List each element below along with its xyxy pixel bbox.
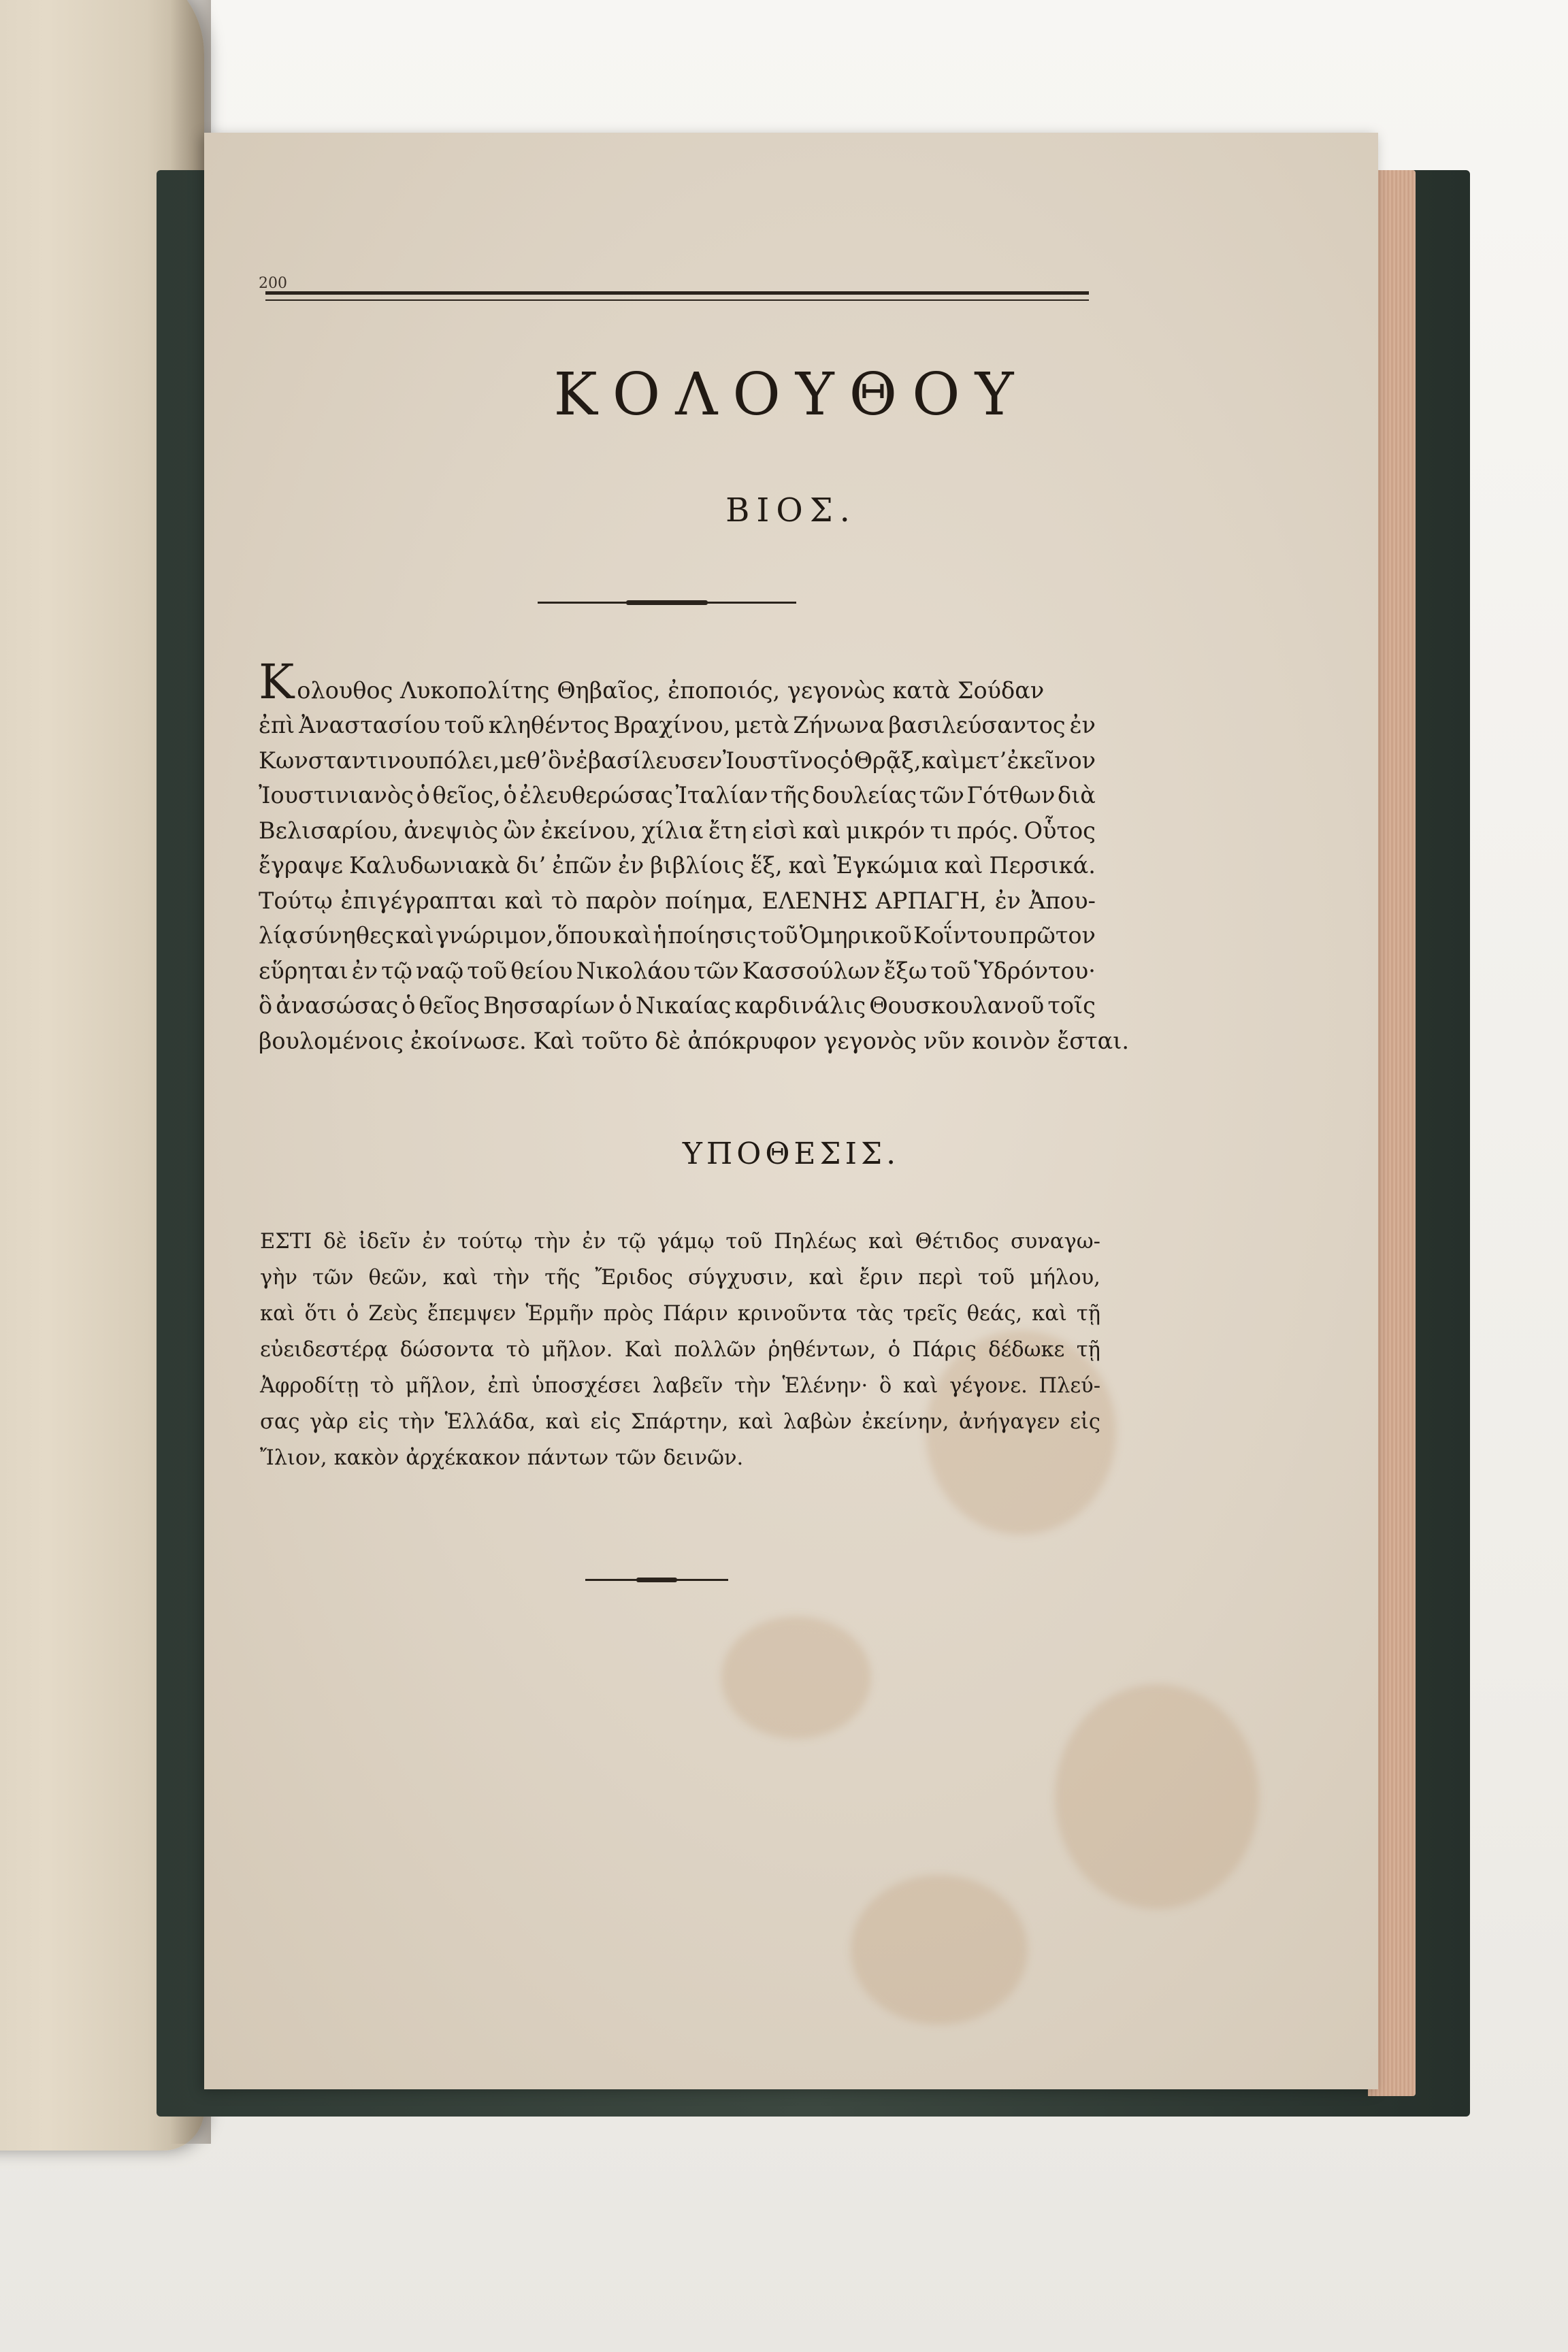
word: τῶν [919,782,964,808]
word: Κασσούλων [742,957,881,984]
word: μῆλον. [542,1338,613,1362]
word: ἔτη [708,817,747,844]
word: κοινὸν [972,1027,1051,1054]
word: ποίησις [668,922,757,949]
word: ΑΡΠΑΓΗ, [875,887,987,914]
word: κληθέντος [488,712,610,738]
word: ἐπιγέγραπται [340,887,497,914]
word: δι’ [516,852,546,879]
word: τῷ [381,957,412,984]
foxing-spot [721,1616,871,1739]
word: ἐν [994,887,1022,914]
word: τὴν [493,1266,530,1290]
word: γὰρ [309,1410,348,1434]
word: ὁ [887,1338,901,1362]
bio-first-line-text [259,653,1045,710]
word: Πάρις [912,1338,977,1362]
closing-rule-center [636,1578,677,1582]
word: Πάριν [663,1302,728,1326]
word: καὶ [808,1266,845,1290]
word: συναγω- [1010,1230,1100,1254]
bio-line [259,988,1096,1024]
word: Βησσαρίων [483,992,615,1019]
word: Πλεύ- [1039,1374,1100,1398]
word: τῶν [312,1266,354,1290]
word: εἰς [590,1410,621,1434]
word: ἀρχέκακον [406,1446,521,1470]
bio-paragraph [259,653,1130,1058]
word: ἰδεῖν [358,1230,411,1254]
word: τῶν [615,1446,657,1470]
word: δὲ [655,1027,681,1054]
word: χίλια [642,817,704,844]
section-heading: ΥΠΟΘΕΣΙΣ. [682,1137,900,1171]
word: τὸ [551,887,578,914]
page-title: ΚΟΛΟΥΘΟΥ [553,361,1029,429]
word: καὶ [504,887,544,914]
word: ῥηθέντων, [768,1338,877,1362]
word: τοῦ [757,922,798,949]
word: θεῖος, [432,782,501,808]
running-header: 200 [259,275,287,292]
word: ἐκεῖνον [1007,747,1096,774]
word: ἀνεψιὸς [404,817,498,844]
word: θεῶν, [368,1266,428,1290]
word: ΕΛΕΝΗΣ [762,887,868,914]
word: σας [260,1410,300,1434]
hypothesis-line [260,1260,1100,1296]
word: Θουσκουλανοῦ [869,992,1045,1019]
word: τὸ [506,1338,530,1362]
word: καὶ [612,922,652,949]
word: μήλου, [1029,1266,1100,1290]
hypothesis-line [260,1224,1100,1260]
word: πρῶτον [1008,922,1096,949]
word: Πηλέως [774,1230,858,1254]
word: Ἀπου- [1028,887,1096,914]
word: ὃ [259,992,273,1019]
word: περὶ [918,1266,963,1290]
word: Κοΐντου [913,922,1007,949]
word: ὁ [840,747,854,774]
bio-line [259,1024,1130,1059]
word: μεθ’ [500,747,548,774]
word: ὁ [503,782,517,808]
word: ὁ [416,782,430,808]
word: Γότθων [966,782,1056,808]
word: διὰ [1058,782,1096,808]
word: Ἑλλάδα, [444,1410,536,1434]
word: καὶ [545,1410,581,1434]
word: ὃ [879,1374,892,1398]
bio-line [259,708,1096,743]
word: Ἀφροδίτῃ [260,1374,359,1398]
word: ποίημα, [665,887,754,914]
word: ἐπὶ [487,1374,521,1398]
word: τὸ [370,1374,395,1398]
word: βιβλίοις [650,852,745,879]
word: τῇ [1076,1302,1100,1326]
word: ὅτι [304,1302,337,1326]
word: ὁ [346,1302,359,1326]
word: παρὸν [585,887,657,914]
word: μικρόν [846,817,926,844]
word: Ἴλιον, [260,1446,327,1470]
hypothesis-line [260,1332,1100,1368]
word: ὢν [503,817,536,844]
word: ὃν [547,747,576,774]
word: Ἐγκώμια [833,852,938,879]
word: σύνηθες [299,922,395,949]
word: τῆς [544,1266,581,1290]
drop-cap: Κ [259,653,295,710]
word: ἐπῶν [552,852,612,879]
word: ἕξ, [750,852,783,879]
word: μετ’ [960,747,1007,774]
word: σύγχυσιν, [687,1266,794,1290]
bio-line [259,883,1096,919]
word: Ὑδρόντου· [974,957,1096,984]
word: δουλείας [812,782,917,808]
word: καὶ [395,922,434,949]
word: τρεῖς [902,1302,958,1326]
word: ἐκείνην, [862,1410,949,1434]
word: κακὸν [333,1446,399,1470]
word: Ἑρμῆν [525,1302,594,1326]
word: τῷ [617,1230,646,1254]
word: λίᾳ [259,922,297,949]
word: Ζήνωνα [793,712,885,738]
word: Ζεὺς [368,1302,418,1326]
bio-line [259,653,1096,708]
word: γάμῳ [657,1230,715,1254]
word: Ἰουστινιανὸς [259,782,414,808]
hypothesis-paragraph [260,1224,1100,1476]
word: ἀνασώσας [276,992,399,1019]
word: ΕΣΤΙ [260,1230,312,1254]
word: λαβεῖν [652,1374,723,1398]
header-rule-thick [265,291,1089,295]
word: τοῦ [977,1266,1015,1290]
word: βουλομένοις [259,1027,404,1054]
word: τὴν [534,1230,571,1254]
word: Σπάρτην, [630,1410,729,1434]
word: ἔξω [883,957,928,984]
word: μετὰ [734,712,789,738]
word: καὶ [788,852,828,879]
word: βασιλεύσαντος [888,712,1066,738]
word: Νικαίας [635,992,732,1019]
word: ναῷ [415,957,464,984]
word: Θρᾷξ, [853,747,921,774]
word: γέγονε. [949,1374,1028,1398]
word: πρός. [956,817,1019,844]
word: καὶ [260,1302,295,1326]
foxing-spot [851,1875,1028,2025]
word: τοῦ [467,957,508,984]
word: τῶν [693,957,739,984]
ornament-rule-center [626,600,708,605]
page-subtitle: ΒΙΟΣ. [725,491,857,529]
word: καρδινάλις [734,992,866,1019]
word: ἀπόκρυφον [687,1027,817,1054]
word: πολλῶν [674,1338,756,1362]
word: Περσικά. [989,852,1096,879]
word: ἀνήγαγεν [958,1410,1060,1434]
word: δεινῶν. [663,1446,744,1470]
word: γὴν [260,1266,298,1290]
word: πάντων [527,1446,609,1470]
hypothesis-line [260,1368,1100,1404]
word: Ἰταλίαν [675,782,768,808]
word: τὴν [734,1374,771,1398]
word: Οὗτος [1024,817,1096,844]
word: καὶ [902,1374,938,1398]
word: Καὶ [624,1338,663,1362]
word: τῆς [770,782,810,808]
hypothesis-line [260,1440,1100,1476]
word: καὶ [802,817,841,844]
word: τοῦ [930,957,971,984]
word: Θέτιδος [915,1230,1000,1254]
word: ἡ [653,922,667,949]
word: θεῖος [419,992,480,1019]
word: καὶ [944,852,983,879]
word: τὰς [856,1302,894,1326]
word: ὁ [618,992,632,1019]
word: εἰς [358,1410,389,1434]
word: Ἔριδος [595,1266,673,1290]
word: ὁ [402,992,416,1019]
word: ἐκείνου, [540,817,637,844]
word: εὕρηται [259,957,348,984]
word: ἐν [422,1230,446,1254]
word: ἐν [1069,712,1096,738]
word: ἐν [617,852,644,879]
word: ἐλευθερώσας [519,782,673,808]
word: Καὶ [533,1027,575,1054]
word: Βραχίνου, [613,712,731,738]
word: Τούτῳ [259,887,333,914]
word: τούτῳ [457,1230,523,1254]
word: ἐν [582,1230,606,1254]
word: καὶ [921,747,960,774]
word: ἔριν [859,1266,904,1290]
word: εἰς [1070,1410,1100,1434]
bio-line [259,813,1096,849]
header-rule-thin [265,299,1089,301]
word: ἐν [351,957,378,984]
word: λαβὼν [783,1410,852,1434]
hypothesis-line [260,1404,1100,1440]
word: ἔπεμψεν [427,1302,517,1326]
word: δὲ [323,1230,347,1254]
word: πρὸς [603,1302,654,1326]
word: εἰσὶ [752,817,798,844]
hypothesis-line [260,1296,1100,1332]
word: Ἰουστῖνος [722,747,840,774]
word: τοῖς [1047,992,1096,1019]
bio-line [259,743,1096,779]
word: τοῦ [444,712,485,738]
word: γνώριμον, [436,922,554,949]
word: ἔγραψε [259,852,343,879]
word: γεγονὸς [823,1027,917,1054]
foxing-spot [1055,1684,1259,1909]
word: καὶ [738,1410,774,1434]
word: νῦν [924,1027,966,1054]
word: Ἀναστασίου [299,712,440,738]
word: Νικολάου [576,957,691,984]
bio-line [259,918,1096,953]
word: Καλυδωνιακὰ [348,852,510,879]
word: τι [930,817,952,844]
word: καὶ [1032,1302,1067,1326]
word: δώσοντα [399,1338,495,1362]
bio-line [259,778,1096,813]
word: ὑποσχέσει [532,1374,641,1398]
bio-first-line-rest: ολουθος Λυκοπολίτης Θηβαῖος, ἐποποιός, γεγονὼς κατὰ Σούδαν [297,676,1045,704]
word: κρινοῦντα [737,1302,847,1326]
word: καὶ [442,1266,478,1290]
word: τοῦτο [581,1027,649,1054]
word: Βελισαρίου, [259,817,399,844]
word: Ὁμηρικοῦ [799,922,912,949]
word: ἐπὶ [259,712,295,738]
bio-line [259,953,1096,989]
word: θείου [510,957,573,984]
bio-line [259,848,1096,883]
word: ἔσται. [1057,1027,1130,1054]
word: ἐβασίλευσεν [575,747,723,774]
word: καὶ [868,1230,904,1254]
word: Ἑλένην· [782,1374,868,1398]
word: δέδωκε [988,1338,1065,1362]
word: Κωνσταντινουπόλει, [259,747,500,774]
word: ὅπου [555,922,612,949]
word: εὐειδεστέρᾳ [260,1338,389,1362]
word: θεάς, [966,1302,1023,1326]
word: τῇ [1076,1338,1100,1362]
word: τὴν [398,1410,436,1434]
word: μῆλον, [405,1374,476,1398]
word: ἐκοίνωσε. [410,1027,527,1054]
word: τοῦ [725,1230,763,1254]
